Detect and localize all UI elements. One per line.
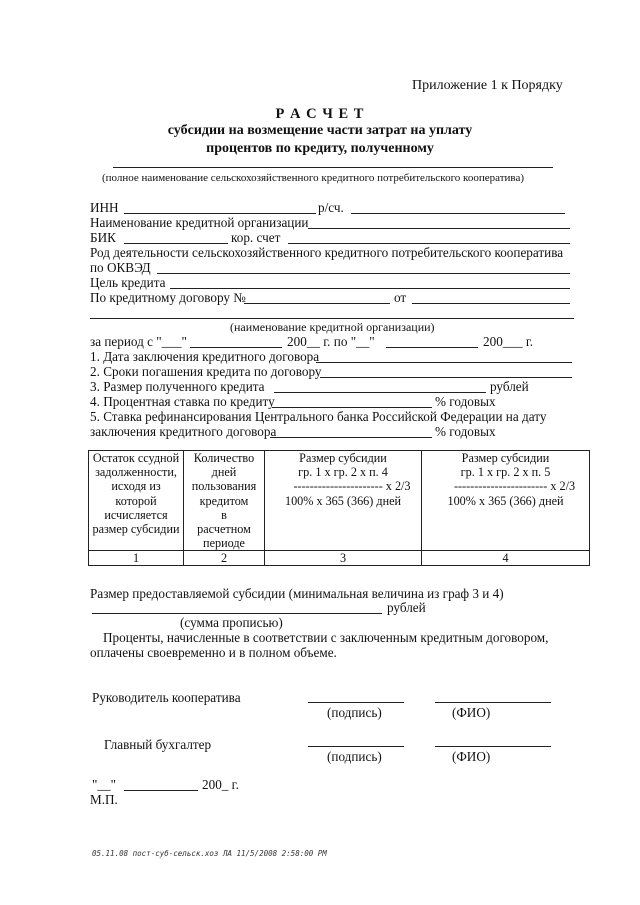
date-year: 200_ г. xyxy=(202,777,239,792)
item-3-label: 3. Размер полученного кредита xyxy=(90,379,265,394)
appendix-label: Приложение 1 к Порядку xyxy=(412,78,563,93)
subsidy-size-label: Размер предоставляемой субсидии (минимальная величина из граф 3 и 4) xyxy=(90,586,504,601)
col2-line: пользования xyxy=(191,479,257,494)
column-4-number: 4 xyxy=(422,551,590,566)
col3-title: Размер субсидии xyxy=(299,451,387,465)
col2-line: расчетном xyxy=(197,522,251,537)
document-subtitle-line1: субсидии на возмещение части затрат на уплату xyxy=(167,123,473,138)
account-field[interactable] xyxy=(351,213,565,214)
head-label: Руководитель кооператива xyxy=(92,690,241,705)
cooperative-name-caption: (полное наименование сельскохозяйственного кредитного потребительского кооператива) xyxy=(102,172,524,184)
col3-fraction-line: ---------------------- x 2/3 xyxy=(293,479,411,494)
col1-line: которой xyxy=(115,493,157,508)
rubles-label: рублей xyxy=(387,600,426,615)
inn-label: ИНН xyxy=(90,200,119,215)
col2-line: периоде xyxy=(203,536,245,551)
period-year-b: 200___ г. xyxy=(483,334,534,349)
col3-numerator: гр. 1 x гр. 2 x п. 4 xyxy=(298,465,388,480)
period-year-a: 200__ г. по "__" xyxy=(287,334,375,349)
document-title: Р А С Ч Е Т xyxy=(275,106,365,122)
col1-line: размер субсидии xyxy=(92,522,180,537)
head-signature-field[interactable] xyxy=(308,702,404,703)
loan-agreement-number-field[interactable] xyxy=(244,303,390,304)
item-4-field[interactable] xyxy=(272,407,432,408)
credit-org-caption: (наименование кредитной организации) xyxy=(230,320,435,334)
item-3-suffix: рублей xyxy=(490,379,529,394)
chief-accountant-label: Главный бухгалтер xyxy=(104,737,212,752)
date-month-field[interactable] xyxy=(124,790,198,791)
date-day-quote: "__" xyxy=(92,777,116,792)
col4-denominator: 100% x 365 (366) дней xyxy=(447,493,564,508)
item-3-field[interactable] xyxy=(274,392,486,393)
table-header-row xyxy=(89,451,590,551)
column-1-header xyxy=(89,451,184,551)
inn-field[interactable] xyxy=(124,213,316,214)
corr-account-label: кор. счет xyxy=(231,230,281,245)
column-2-header xyxy=(184,451,265,551)
from-label: от xyxy=(394,290,407,305)
item-1-field[interactable] xyxy=(316,362,572,363)
item-5-label: 5. Ставка рефинансирования Центрального банка Российской Федерации на дату xyxy=(90,409,547,424)
activity-label: Род деятельности сельскохозяйственного кредитного потребительского кооператива xyxy=(90,245,564,260)
bik-label: БИК xyxy=(90,230,116,245)
head-name-caption: (ФИО) xyxy=(452,705,491,720)
credit-org-field[interactable] xyxy=(308,228,570,229)
item-2-field[interactable] xyxy=(320,377,572,378)
col2-line: Количество xyxy=(193,451,255,465)
bik-field[interactable] xyxy=(124,243,228,244)
loan-agreement-date-field[interactable] xyxy=(412,303,570,304)
col4-fraction-line: ----------------------- x 2/3 xyxy=(453,479,576,494)
column-4-header xyxy=(422,451,590,551)
head-name-field[interactable] xyxy=(435,702,551,703)
period-from-label: за период с "___" xyxy=(90,334,187,349)
column-3-number: 3 xyxy=(265,551,422,566)
col1-line: исчисляется xyxy=(104,507,168,522)
accountant-name-field[interactable] xyxy=(435,746,551,747)
item-1-label: 1. Дата заключения кредитного договора xyxy=(90,349,320,364)
credit-org-label: Наименование кредитной организации xyxy=(90,215,309,230)
account-label: р/сч. xyxy=(318,200,344,215)
col1-line: задолженности, xyxy=(95,465,177,480)
head-signature-caption: (подпись) xyxy=(327,705,382,720)
accountant-signature-caption: (подпись) xyxy=(327,749,382,764)
corr-account-field[interactable] xyxy=(288,243,570,244)
accountant-name-caption: (ФИО) xyxy=(452,749,491,764)
loan-purpose-field[interactable] xyxy=(170,288,570,289)
item-5-suffix: % годовых xyxy=(435,424,496,439)
table-number-row xyxy=(89,551,590,566)
statement-line-2: оплачены своевременно и в полном объеме. xyxy=(90,645,337,660)
cooperative-name-field[interactable] xyxy=(113,167,553,168)
item-5-continuation: заключения кредитного договора xyxy=(90,424,277,439)
okved-label: по ОКВЭД xyxy=(90,260,151,275)
item-4-suffix: % годовых xyxy=(435,394,496,409)
credit-org-name-field[interactable] xyxy=(90,318,574,319)
col4-numerator: гр. 1 x гр. 2 x п. 5 xyxy=(460,465,551,480)
col3-denominator: 100% x 365 (366) дней xyxy=(284,493,402,508)
col2-line: дней xyxy=(211,465,237,480)
loan-purpose-label: Цель кредита xyxy=(90,275,166,290)
stamp-label: М.П. xyxy=(90,792,118,807)
item-2-label: 2. Сроки погашения кредита по договору xyxy=(90,364,322,379)
file-footer: 05.11.08 пост-суб-сельск.хоз ЛА 11/5/2008 2:58:00 PM xyxy=(92,849,327,858)
col1-line: исходя из xyxy=(111,479,161,494)
loan-agreement-label: По кредитному договору № xyxy=(90,290,246,305)
item-4-label: 4. Процентная ставка по кредиту xyxy=(90,394,275,409)
col4-title: Размер субсидии xyxy=(461,451,550,465)
column-3-header xyxy=(265,451,422,551)
column-2-number: 2 xyxy=(184,551,265,566)
item-5-field[interactable] xyxy=(270,437,432,438)
okved-field[interactable] xyxy=(157,273,570,274)
subsidy-calculation-table xyxy=(88,450,590,566)
statement-line-1: Проценты, начисленные в соответствии с заключенным кредитным договором, xyxy=(103,630,549,645)
accountant-signature-field[interactable] xyxy=(308,746,404,747)
col2-line: кредитом xyxy=(199,493,249,508)
col2-line: в xyxy=(221,507,227,522)
period-from-month-field[interactable] xyxy=(190,347,282,348)
column-1-number: 1 xyxy=(89,551,184,566)
amount-in-words-caption: (сумма прописью) xyxy=(180,615,283,630)
document-subtitle-line2: процентов по кредиту, полученному xyxy=(206,141,434,156)
subsidy-amount-field[interactable] xyxy=(92,613,382,614)
col1-line: Остаток ссудной xyxy=(92,451,180,465)
period-to-month-field[interactable] xyxy=(386,347,478,348)
